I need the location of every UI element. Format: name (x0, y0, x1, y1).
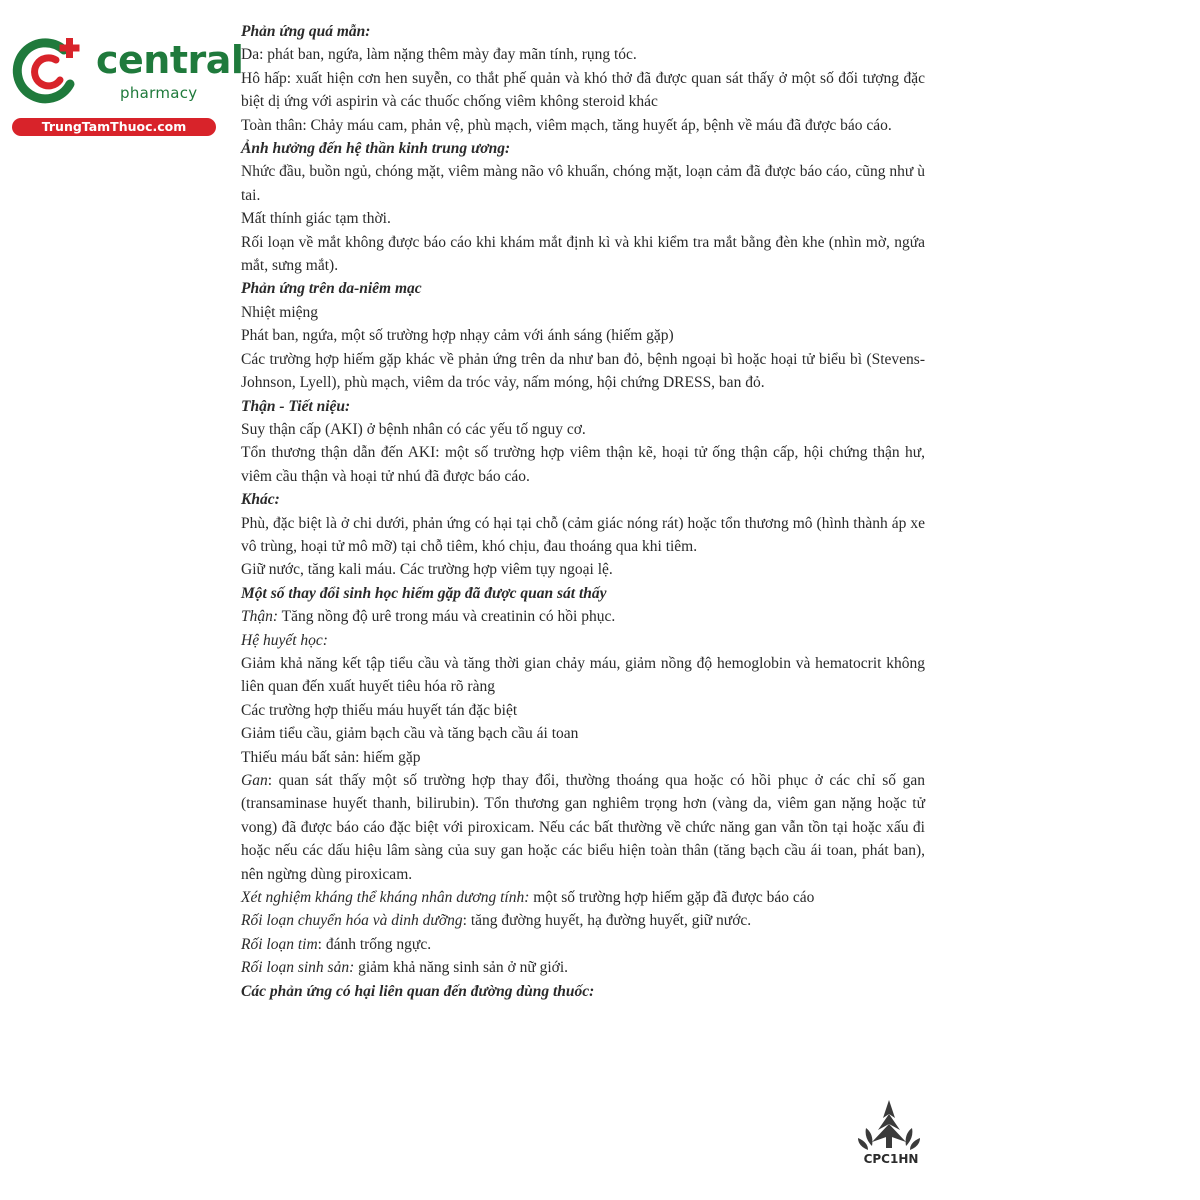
heart-label: Rối loạn tim (241, 935, 318, 953)
cpc1hn-brand-text: CPC1HN (863, 1152, 919, 1166)
logo-url-badge: TrungTamThuoc.com (12, 118, 216, 136)
section-heading: Thận - Tiết niệu: (241, 397, 351, 415)
logo-wordmark: central (96, 38, 244, 82)
heart-text: : đánh trống ngực. (317, 935, 432, 953)
paragraph: Tổn thương thận dẫn đến AKI: một số trường hợp viêm thận kẽ, hoại tử ống thận cấp, hội chứng thận hư, viêm cầu thận và hoại tử nhú đã được báo cáo. (241, 444, 925, 485)
antibody-text: một số trường hợp hiếm gặp đã được báo cáo (529, 889, 815, 907)
paragraph: Rối loạn về mắt không được báo cáo khi khám mắt định kì và khi kiểm tra mắt bằng đèn khe (nhìn mờ, ngứa mắt, sưng mắt). (241, 233, 925, 275)
antibody-paragraph (241, 886, 925, 909)
section-heading: Một số thay đổi sinh học hiếm gặp đã được quan sát thấy (241, 584, 607, 602)
repro-label: Rối loạn sinh sản: (241, 959, 355, 977)
liver-text: : quan sát thấy một số trường hợp thay đổi, thường thoáng qua hoặc có hồi phục ở các chỉ số gan (transaminase huyết thanh, bilirubin). Tổn thương gan nghiêm trọng hơn (vàng da, viêm gan nặng hoặc tử vong) đã được báo cáo đặc biệt với piroxicam. Nếu các bất thường về chức năng gan vẫn tồn tại hoặc xấu đi hoặc nếu các dấu hiệu lâm sàng của suy gan hoặc các biểu hiện toàn thân (tăng bạch cầu ái toan, phát ban), nên ngừng dùng piroxicam. (241, 772, 925, 883)
kidney-paragraph (241, 605, 925, 628)
section-heading: Khác: (241, 491, 280, 509)
paragraph: Nhức đầu, buồn ngủ, chóng mặt, viêm màng não vô khuẩn, chóng mặt, loạn cảm đã được báo cáo, cũng như ù tai. (241, 163, 925, 204)
metabolic-text: : tăng đường huyết, hạ đường huyết, giữ nước. (462, 912, 752, 930)
document-body (241, 20, 925, 1003)
blood-label: Hệ huyết học: (241, 631, 328, 649)
paragraph: Phù, đặc biệt là ở chi dưới, phản ứng có hại tại chỗ (cảm giác nóng rát) hoặc tổn thương mô (hình thành áp xe vô trùng, hoại tử mô mỡ) tại chỗ tiêm, khó chịu, đau thoáng qua khi tiêm. (241, 514, 925, 555)
section-heading: Các phản ứng có hại liên quan đến đường dùng thuốc: (241, 982, 595, 1000)
heart-paragraph (241, 933, 925, 956)
paragraph: Suy thận cấp (AKI) ở bệnh nhân có các yếu tố nguy cơ. (241, 420, 586, 438)
paragraph: Giảm tiểu cầu, giảm bạch cầu và tăng bạch cầu ái toan (241, 725, 579, 743)
kidney-label: Thận: (241, 608, 279, 626)
paragraph: Phát ban, ngứa, một số trường hợp nhạy cảm với ánh sáng (hiếm gặp) (241, 327, 674, 345)
repro-text: giảm khả năng sinh sản ở nữ giới. (354, 959, 569, 977)
antibody-label: Xét nghiệm kháng thể kháng nhân dương tính: (241, 889, 530, 907)
paragraph: Giảm khả năng kết tập tiểu cầu và tăng thời gian chảy máu, giảm nồng độ hemoglobin và hematocrit không liên quan đến xuất huyết tiêu hóa rõ ràng (241, 654, 925, 696)
metabolic-paragraph (241, 909, 925, 932)
paragraph: Mất thính giác tạm thời. (241, 210, 391, 228)
paragraph: Các trường hợp thiếu máu huyết tán đặc biệt (241, 701, 518, 719)
kidney-text: Tăng nồng độ urê trong máu và creatinin có hồi phục. (278, 608, 616, 626)
paragraph: Thiếu máu bất sản: hiếm gặp (241, 748, 421, 766)
paragraph: Hô hấp: xuất hiện cơn hen suyễn, co thắt phế quản và khó thở đã được quan sát thấy ở một số đối tượng đặc biệt dị ứng với aspirin và các thuốc chống viêm không steroid khác (241, 69, 925, 111)
section-heading: Phản ứng quá mẫn: (241, 23, 371, 40)
central-pharmacy-mark-icon (12, 36, 86, 110)
liver-label: Gan (241, 772, 268, 789)
liver-paragraph (241, 769, 925, 886)
paragraph: Nhiệt miệng (241, 303, 319, 321)
paragraph: Toàn thân: Chảy máu cam, phản vệ, phù mạch, viêm mạch, tăng huyết áp, bệnh về máu đã được báo cáo. (241, 116, 892, 134)
logo-subtitle: pharmacy (120, 84, 198, 102)
paragraph: Các trường hợp hiếm gặp khác về phản ứng trên da như ban đỏ, bệnh ngoại bì hoặc hoại tử biểu bì (Stevens-Johnson, Lyell), phù mạch, viêm da tróc vảy, nấm móng, hội chứng DRESS, ban đỏ. (241, 350, 925, 392)
paragraph: Giữ nước, tăng kali máu. Các trường hợp viêm tụy ngoại lệ. (241, 561, 613, 579)
section-heading: Ảnh hưởng đến hệ thần kinh trung ương: (241, 140, 511, 158)
metabolic-label: Rối loạn chuyển hóa và dinh dưỡng (241, 912, 463, 930)
repro-paragraph (241, 956, 925, 979)
central-pharmacy-logo (8, 36, 244, 136)
section-heading: Phản ứng trên da-niêm mạc (241, 280, 422, 298)
paragraph: Da: phát ban, ngứa, làm nặng thêm mày đay mãn tính, rụng tóc. (241, 46, 637, 64)
